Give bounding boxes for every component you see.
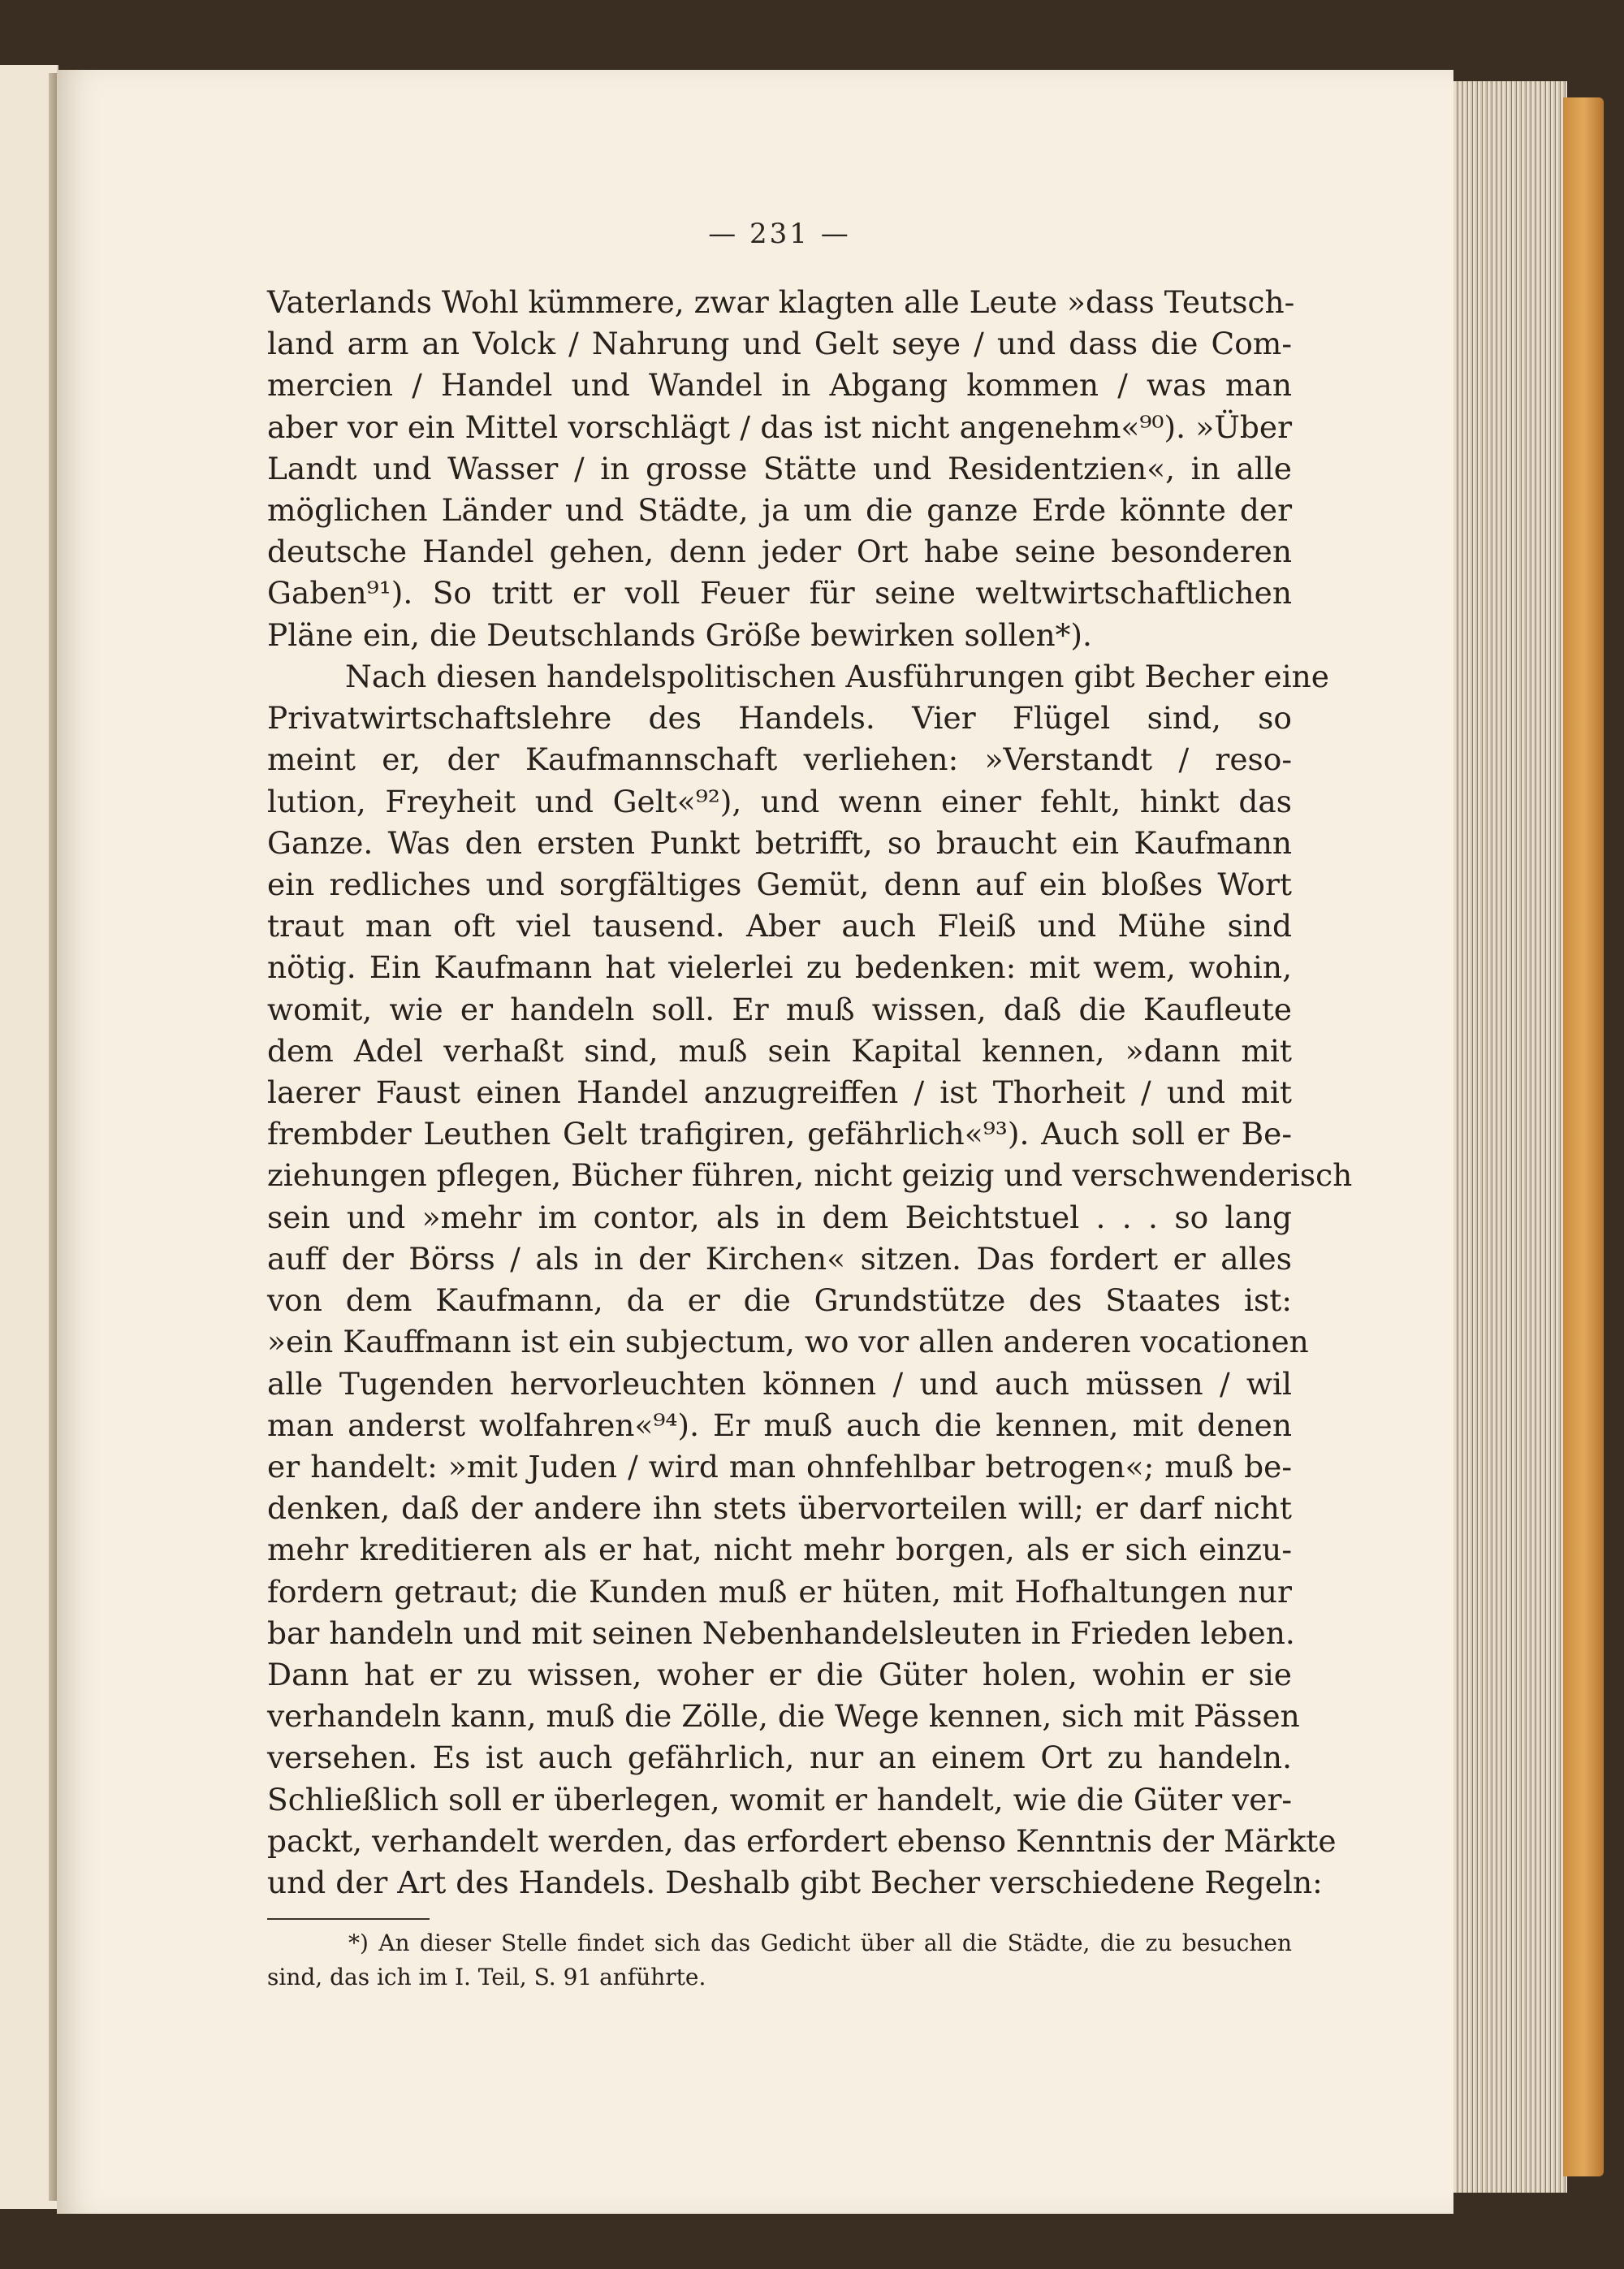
body-line: Vaterlands Wohl kümmere, zwar klagten alle Leute »dass Teutsch- <box>267 284 1295 320</box>
footnote-line: *) An dieser Stelle findet sich das Gedicht über all die Städte, die zu besuchen <box>348 1930 1292 1956</box>
body-line: fordern getraut; die Kunden muß er hüten, mit Hofhaltungen nur <box>267 1574 1292 1610</box>
body-line: ziehungen pflegen, Bücher führen, nicht geizig und verschwenderisch <box>267 1157 1353 1193</box>
body-line: verhandeln kann, muß die Zölle, die Wege kennen, sich mit Pässen <box>267 1698 1300 1734</box>
body-line: Schließlich soll er überlegen, womit er handelt, wie die Güter ver- <box>267 1782 1293 1817</box>
page-stack-edge <box>1453 81 1567 2193</box>
body-line: mehr kreditieren als er hat, nicht mehr borgen, als er sich einzu- <box>267 1532 1292 1567</box>
body-line: lution, Freyheit und Gelt«⁹²), und wenn einer fehlt, hinkt das <box>267 784 1292 819</box>
body-line: denken, daß der andere ihn stets übervorteilen will; er darf nicht <box>267 1490 1292 1526</box>
body-line: auff der Börss / als in der Kirchen« sitzen. Das fordert er alles <box>267 1241 1292 1277</box>
body-line: versehen. Es ist auch gefährlich, nur an einem Ort zu handeln. <box>267 1740 1292 1775</box>
body-line: und der Art des Handels. Deshalb gibt Becher verschiedene Regeln: <box>267 1865 1323 1900</box>
body-line: ein redliches und sorgfältiges Gemüt, denn auf ein bloßes Wort <box>267 867 1292 902</box>
body-line: »ein Kauffmann ist ein subjectum, wo vor allen anderen vocationen <box>267 1324 1309 1359</box>
body-line: Dann hat er zu wissen, woher er die Güter holen, wohin er sie <box>267 1657 1292 1692</box>
body-line: bar handeln und mit seinen Nebenhandelsleuten in Frieden leben. <box>267 1615 1295 1651</box>
page-number: — 231 — <box>708 218 851 250</box>
body-line: sein und »mehr im contor, als in dem Beichtstuel . . . so lang <box>267 1199 1292 1235</box>
body-line: nötig. Ein Kaufmann hat vielerlei zu bedenken: mit wem, wohin, <box>267 949 1292 985</box>
book-cover-edge <box>1563 97 1604 2176</box>
body-line: womit, wie er handeln soll. Er muß wissen, daß die Kaufleute <box>267 992 1292 1027</box>
body-line: meint er, der Kaufmannschaft verliehen: »Verstandt / reso- <box>267 741 1292 777</box>
body-line: Ganze. Was den ersten Punkt betrifft, so braucht ein Kaufmann <box>267 825 1292 861</box>
right-page <box>57 70 1453 2214</box>
body-line: aber vor ein Mittel vorschlägt / das ist nicht angenehm«⁹⁰). »Über <box>267 409 1292 445</box>
footnote-line: sind, das ich im I. Teil, S. 91 anführte. <box>267 1964 706 1990</box>
body-line: deutsche Handel gehen, denn jeder Ort habe seine besonderen <box>267 534 1292 569</box>
body-line: man anderst wolfahren«⁹⁴). Er muß auch die kennen, mit denen <box>267 1407 1292 1443</box>
body-line: traut man oft viel tausend. Aber auch Fleiß und Mühe sind <box>267 908 1292 944</box>
body-line: Pläne ein, die Deutschlands Größe bewirken sollen*). <box>267 617 1092 653</box>
body-line: alle Tugenden hervorleuchten können / und auch müssen / wil <box>267 1366 1292 1402</box>
body-line: Landt und Wasser / in grosse Stätte und Residentzien«, in alle <box>267 451 1292 486</box>
body-line: Nach diesen handelspolitischen Ausführungen gibt Becher eine <box>345 659 1329 694</box>
body-line: packt, verhandelt werden, das erfordert ebenso Kenntnis der Märkte <box>267 1823 1337 1859</box>
footnote-rule <box>267 1918 430 1920</box>
body-line: frembder Leuthen Gelt trafigiren, gefährlich«⁹³). Auch soll er Be- <box>267 1116 1292 1152</box>
body-line: von dem Kaufmann, da er die Grundstütze des Staates ist: <box>267 1282 1292 1318</box>
body-line: land arm an Volck / Nahrung und Gelt seye / und dass die Com- <box>267 326 1292 361</box>
body-line: laerer Faust einen Handel anzugreiffen / ist Thorheit / und mit <box>267 1074 1292 1110</box>
body-line: er handelt: »mit Juden / wird man ohnfehlbar betrogen«; muß be- <box>267 1449 1292 1485</box>
body-line: mercien / Handel und Wandel in Abgang kommen / was man <box>267 367 1292 403</box>
body-line: Privatwirtschaftslehre des Handels. Vier Flügel sind, so <box>267 700 1292 736</box>
body-line: dem Adel verhaßt sind, muß sein Kapital kennen, »dann mit <box>267 1033 1292 1069</box>
body-line: möglichen Länder und Städte, ja um die ganze Erde könnte der <box>267 492 1292 528</box>
body-line: Gaben⁹¹). So tritt er voll Feuer für seine weltwirtschaftlichen <box>267 575 1292 611</box>
